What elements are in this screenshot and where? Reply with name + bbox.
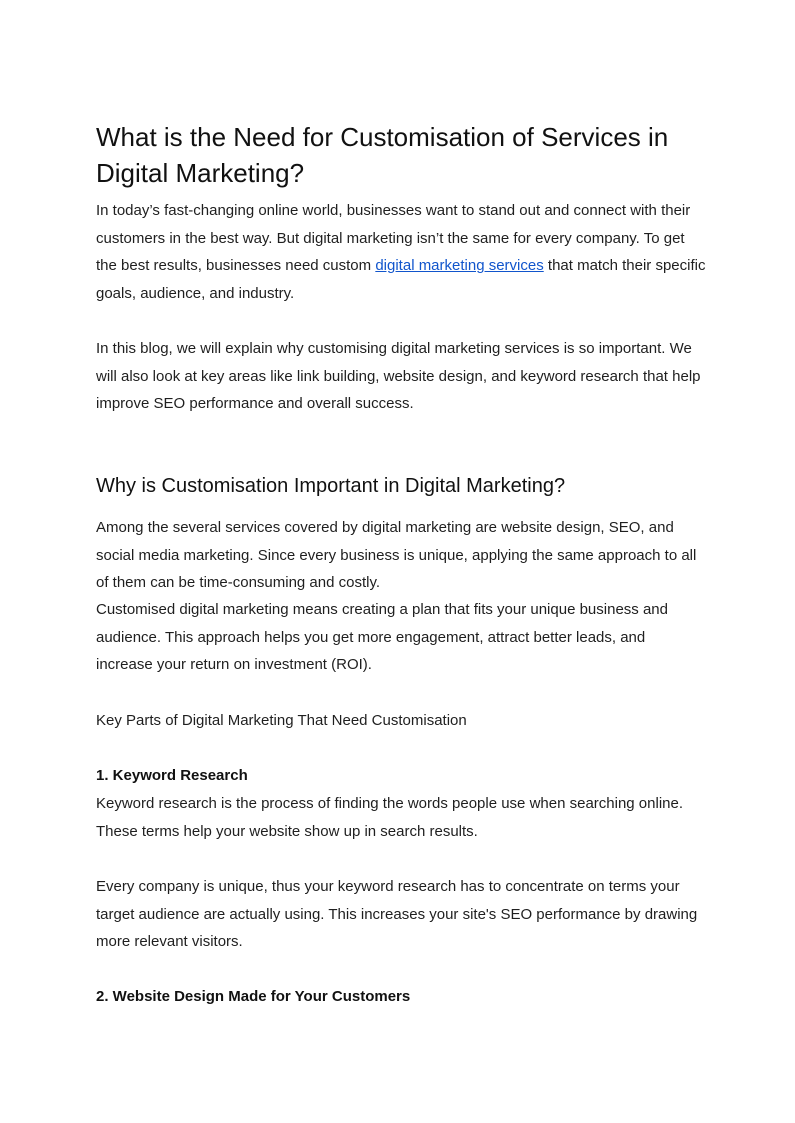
document-title: What is the Need for Customisation of Services in Digital Marketing?	[96, 122, 669, 188]
digital-marketing-services-link[interactable]: digital marketing services	[375, 257, 544, 274]
section-heading-why-customisation: Why is Customisation Important in Digital Marketing?	[96, 475, 566, 497]
item-heading-keyword-research: 1. Keyword Research	[96, 767, 248, 784]
item-paragraph-keyword-research-1: Keyword research is the process of finding the words people use when searching online. These terms help your website show up in search results.	[96, 795, 684, 840]
item-heading-website-design: 2. Website Design Made for Your Customers	[96, 988, 411, 1005]
key-parts-heading: Key Parts of Digital Marketing That Need Customisation	[96, 712, 467, 729]
intro-text-after-link: that match their specific goals, audience, and industry.	[96, 257, 706, 302]
section-paragraph-2: Customised digital marketing means creating a plan that fits your unique business and audience. This approach helps you get more engagement, attract better leads, and increase your return on investment (ROI).	[96, 601, 668, 673]
section-paragraph-1: Among the several services covered by digital marketing are website design, SEO, and social media marketing. Since every business is unique, applying the same approach to all of them can be time-consuming and costly.	[96, 519, 697, 591]
item-paragraph-keyword-research-2: Every company is unique, thus your keyword research has to concentrate on terms your target audience are actually using. This increases your site's SEO performance by drawing more relevant visitors.	[96, 878, 698, 950]
intro-paragraph-2: In this blog, we will explain why customising digital marketing services is so important. We will also look at key areas like link building, website design, and keyword research that help improve SEO performance and overall success.	[96, 340, 701, 412]
intro-text-before-link: In today’s fast-changing online world, businesses want to stand out and connect with their customers in the best way. But digital marketing isn’t the same for every company. To get the best results, businesses need custom	[96, 202, 691, 274]
intro-paragraph	[96, 197, 706, 307]
